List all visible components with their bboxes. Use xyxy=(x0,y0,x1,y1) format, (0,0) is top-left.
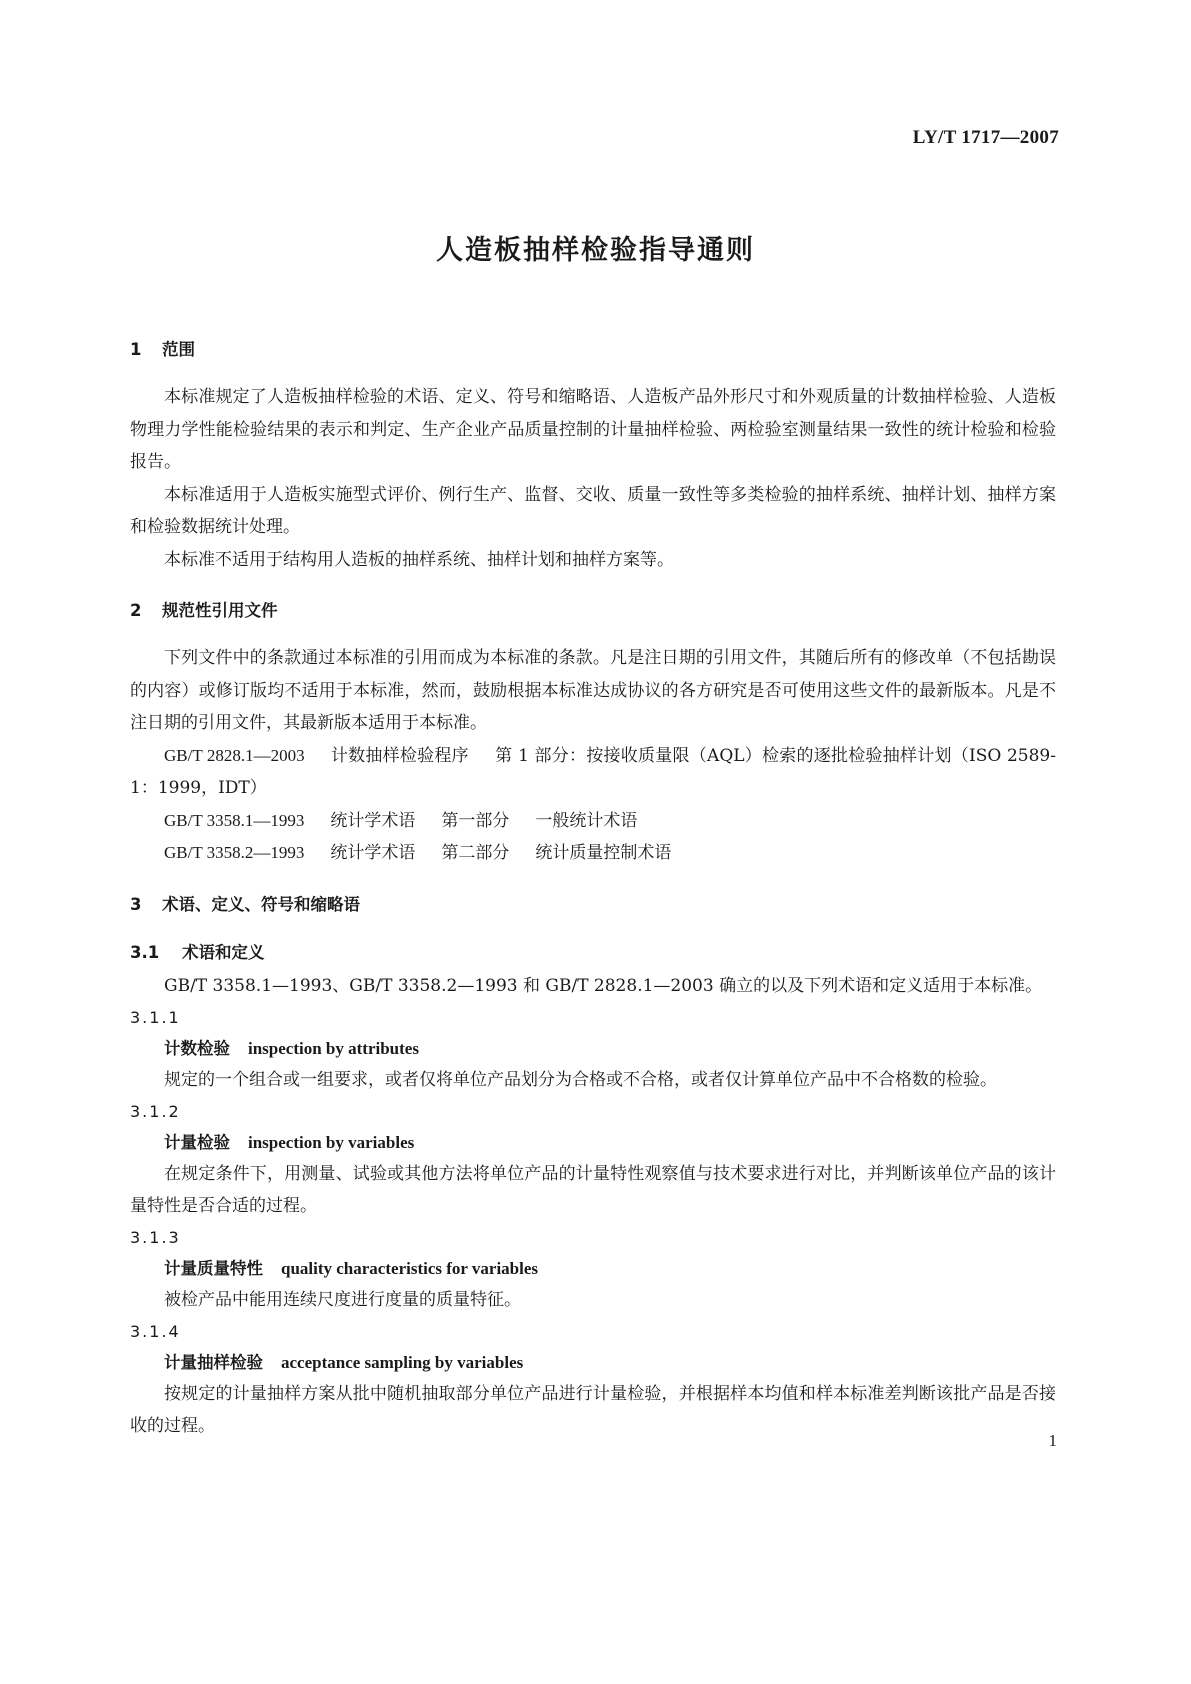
term-definition: 在规定条件下，用测量、试验或其他方法将单位产品的计量特性观察值与技术要求进行对比，并判断该单位产品的该计量特性是否合适的过程。 xyxy=(130,1163,1056,1216)
term-english: quality characteristics for variables xyxy=(281,1258,539,1278)
reference-part: 第一部分 xyxy=(441,810,510,831)
section-title: 术语和定义 xyxy=(182,942,265,962)
section-title: 规范性引用文件 xyxy=(162,601,278,620)
term-english: inspection by variables xyxy=(248,1132,415,1152)
term-number: 3.1.3 xyxy=(130,1227,181,1247)
term-chinese: 计量质量特性 xyxy=(164,1258,263,1278)
references-intro-paragraph: 下列文件中的条款通过本标准的引用而成为本标准的条款。凡是注日期的引用文件，其随后所有的修改单（不包括勘误的内容）或修订版均不适用于本标准，然而，鼓励根据本标准达成协议的各方研究是否可使用这些文件的最新版本。凡是不注日期的引用文件，其最新版本适用于本标准。 xyxy=(130,648,1056,733)
term-chinese: 计量检验 xyxy=(164,1132,230,1152)
reference-subtitle: 一般统计术语 xyxy=(535,810,638,831)
reference-item xyxy=(130,837,1056,870)
term-heading xyxy=(130,1033,1056,1064)
term-heading xyxy=(130,1347,1056,1378)
reference-part: 第二部分 xyxy=(441,843,510,863)
term-definition: 按规定的计量抽样方案从批中随机抽取部分单位产品进行计量检验，并根据样本均值和样本标准差判断该批产品是否接收的过程。 xyxy=(130,1383,1056,1436)
term-chinese: 计量抽样检验 xyxy=(164,1352,263,1372)
reference-part: 第 1 部分：按接收质量限（AQL）检索的逐批检验抽样计划（ISO 2589-1：1999，IDT） xyxy=(130,745,1056,798)
section-number: 3 xyxy=(130,894,142,914)
reference-item xyxy=(130,740,1056,805)
term-chinese: 计数检验 xyxy=(164,1038,230,1058)
page-number: 1 xyxy=(1048,1431,1057,1450)
reference-title: 统计学术语 xyxy=(330,810,416,831)
section-title: 术语、定义、符号和缩略语 xyxy=(162,894,360,914)
section-number: 3.1 xyxy=(130,942,160,962)
scope-paragraph-1: 本标准规定了人造板抽样检验的术语、定义、符号和缩略语、人造板产品外形尺寸和外观质量的计数抽样检验、人造板物理力学性能检验结果的表示和判定、生产企业产品质量控制的计量抽样检验、两检验室测量结果一致性的统计检验和检验报告。 xyxy=(130,387,1056,472)
term-number: 3.1.2 xyxy=(130,1101,181,1121)
reference-title: 计数抽样检验程序 xyxy=(330,745,469,766)
terms-intro-paragraph: GB/T 3358.1—1993、GB/T 3358.2—1993 和 GB/T 2828.1—2003 确立的以及下列术语和定义适用于本标准。 xyxy=(164,975,1043,996)
term-number: 3.1.4 xyxy=(130,1321,181,1341)
section-heading-1 xyxy=(130,333,1056,367)
reference-code: GB/T 3358.2—1993 xyxy=(164,843,305,862)
term-heading xyxy=(130,1253,1056,1284)
section-heading-3 xyxy=(130,888,1056,922)
scope-paragraph-2: 本标准适用于人造板实施型式评价、例行生产、监督、交收、质量一致性等多类检验的抽样系统、抽样计划、抽样方案和检验数据统计处理。 xyxy=(130,484,1056,537)
document-title: 人造板抽样检验指导通则 xyxy=(436,235,755,266)
section-number: 2 xyxy=(130,601,142,620)
term-heading xyxy=(130,1127,1056,1158)
term-definition: 被检产品中能用连续尺度进行度量的质量特征。 xyxy=(164,1289,521,1310)
section-title: 范围 xyxy=(162,340,195,359)
reference-item xyxy=(130,805,1056,838)
subsection-heading-3-1 xyxy=(130,936,1056,970)
reference-code: GB/T 2828.1—2003 xyxy=(164,745,305,765)
reference-title: 统计学术语 xyxy=(330,843,416,863)
standard-code: LY/T 1717—2007 xyxy=(912,127,1059,148)
term-english: inspection by attributes xyxy=(248,1038,419,1058)
document-body xyxy=(130,333,1056,1442)
term-definition: 规定的一个组合或一组要求，或者仅将单位产品划分为合格或不合格，或者仅计算单位产品中不合格数的检验。 xyxy=(164,1069,997,1090)
scope-paragraph-3: 本标准不适用于结构用人造板的抽样系统、抽样计划和抽样方案等。 xyxy=(164,549,674,570)
section-heading-2 xyxy=(130,594,1056,628)
term-english: acceptance sampling by variables xyxy=(281,1352,524,1372)
section-number: 1 xyxy=(130,340,142,359)
reference-subtitle: 统计质量控制术语 xyxy=(535,843,672,863)
term-number: 3.1.1 xyxy=(130,1007,181,1027)
reference-code: GB/T 3358.1—1993 xyxy=(164,810,305,830)
